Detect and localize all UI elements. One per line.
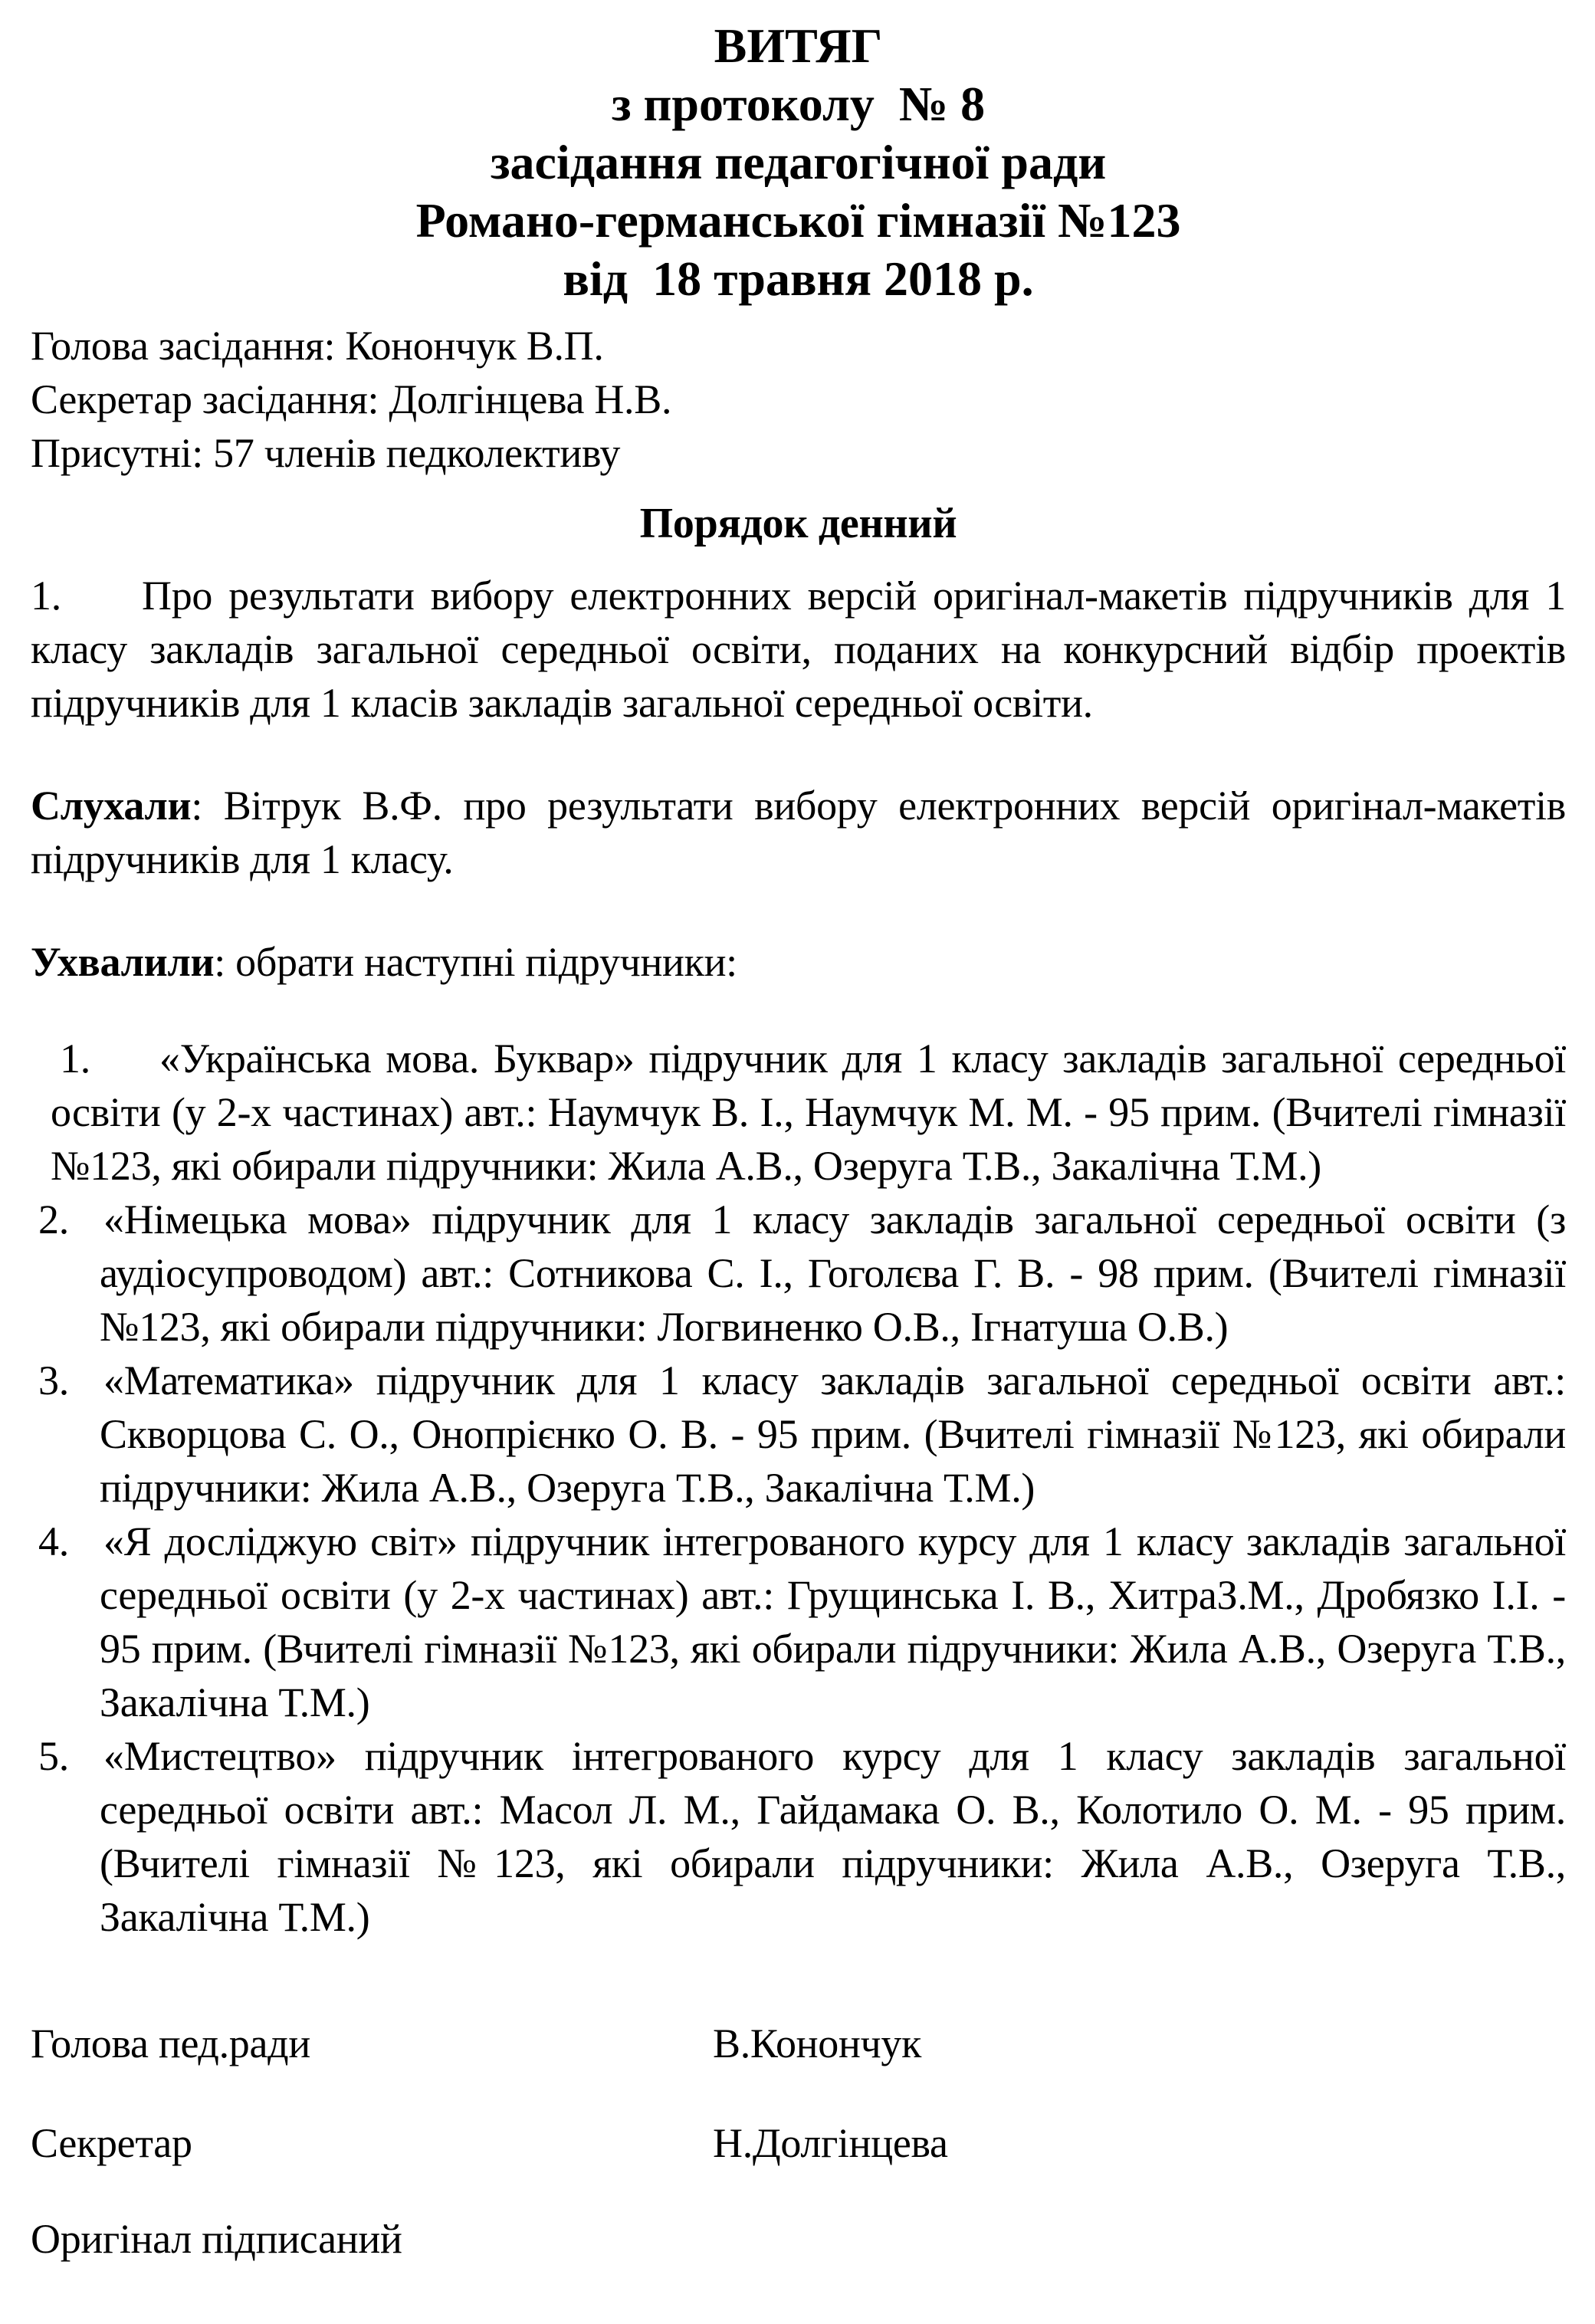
agenda-item-number: 1. [31,573,61,619]
book-item-3-number: 3. [38,1357,69,1403]
title-line-date: від 18 травня 2018 р. [563,251,1034,306]
book-item-4-text: «Я досліджую світ» підручник інтегрованого курсу для 1 класу закладів загальної середньої освіти (у 2-х частинах) авт.: Грущинська І. В., ХитраЗ.М., Дробязко І.І. - 95 прим. (Вчителі гімназії №123, які обирали підручники: Жила А.В., Озеруга Т.В., Закалічна Т.М.) [100,1518,1566,1725]
heard-paragraph [31,779,1566,886]
resolved-label: Ухвалили [31,939,215,985]
book-item-4 [38,1515,1566,1729]
original-signed-note: Оригінал підписаний [31,2216,402,2262]
heard-text: : Вітрук В.Ф. про результати вибору електронних версій оригінал-макетів підручників для 1 класу. [31,783,1566,882]
signature-block [31,2017,1566,2170]
resolved-paragraph [31,935,1566,989]
book-item-2-number: 2. [38,1196,69,1242]
book-item-5-text: «Мистецтво» підручник інтегрованого курсу для 1 класу закладів загальної середньої освіти авт.: Масол Л. М., Гайдамака О. В., Колотило О. М. - 95 прим. (Вчителі гімназії №123, які обирали підручники: Жила А.В., Озеруга Т.В., Закалічна Т.М.) [100,1733,1566,1940]
book-item-1-text: «Українська мова. Буквар» підручник для 1 класу закладів загальної середньої освіти (у 2-х частинах) авт.: Наумчук В. І., Наумчук М. М. - 95 прим. (Вчителі гімназії №123, які обирали підручники: Жила А.В., Озеруга Т.В., Закалічна Т.М.) [51,1036,1566,1189]
signature-secretary-name: Н.Долгінцева [713,2120,948,2166]
title-line-protocol-number: з протоколу № 8 [611,77,986,131]
title-line-vytiah: ВИТЯГ [714,18,883,73]
meeting-chair: Голова засідання: Конончук В.П. [31,323,604,369]
heard-label: Слухали [31,783,192,829]
meeting-meta [31,319,1566,480]
resolved-text: : обрати наступні підручники: [214,939,737,985]
title-line-council: засідання педагогічної ради [490,135,1107,189]
meeting-secretary: Секретар засідання: Долгінцева Н.В. [31,376,672,422]
book-item-2 [38,1193,1566,1354]
meeting-present-count: Присутні: 57 членів педколективу [31,430,621,476]
book-item-5 [38,1729,1566,1944]
signature-secretary-role: Секретар [31,2120,192,2166]
book-item-3-text: «Математика» підручник для 1 класу закладів загальної середньої освіти авт.: Скворцова С. О., Онопрієнко О. В. - 95 прим. (Вчителі гімназії №123, які обирали підручники: Жила А.В., Озеруга Т.В., Закалічна Т.М.) [100,1357,1566,1511]
signature-row-chair [31,2017,1566,2070]
book-item-3 [38,1354,1566,1515]
book-item-1 [51,1032,1566,1193]
agenda-item-text: Про результати вибору електронних версій оригінал-макетів підручників для 1 класу закладів загальної середньої освіти, поданих на конкурсний відбір проектів підручників для 1 класів закладів загальної середньої освіти. [31,573,1566,726]
title-line-school: Романо-германської гімназії №123 [415,193,1181,248]
book-item-4-number: 4. [38,1518,69,1564]
document-title [31,17,1566,308]
book-item-1-number: 1. [60,1036,90,1082]
signature-chair-role: Голова пед.ради [31,2020,310,2066]
book-list [31,1032,1566,1944]
agenda-heading: Порядок денний [639,500,957,547]
book-item-2-text: «Німецька мова» підручник для 1 класу закладів загальної середньої освіти (з аудіосупроводом) авт.: Сотникова С. І., Гоголєва Г. В. - 98 прим. (Вчителі гімназії №123, які обирали підручники: Логвиненко О.В., Ігнатуша О.В.) [100,1196,1566,1350]
signature-chair-name: В.Конончук [713,2020,922,2066]
agenda-item [31,569,1566,730]
signature-row-secretary [31,2116,1566,2170]
book-item-5-number: 5. [38,1733,69,1779]
